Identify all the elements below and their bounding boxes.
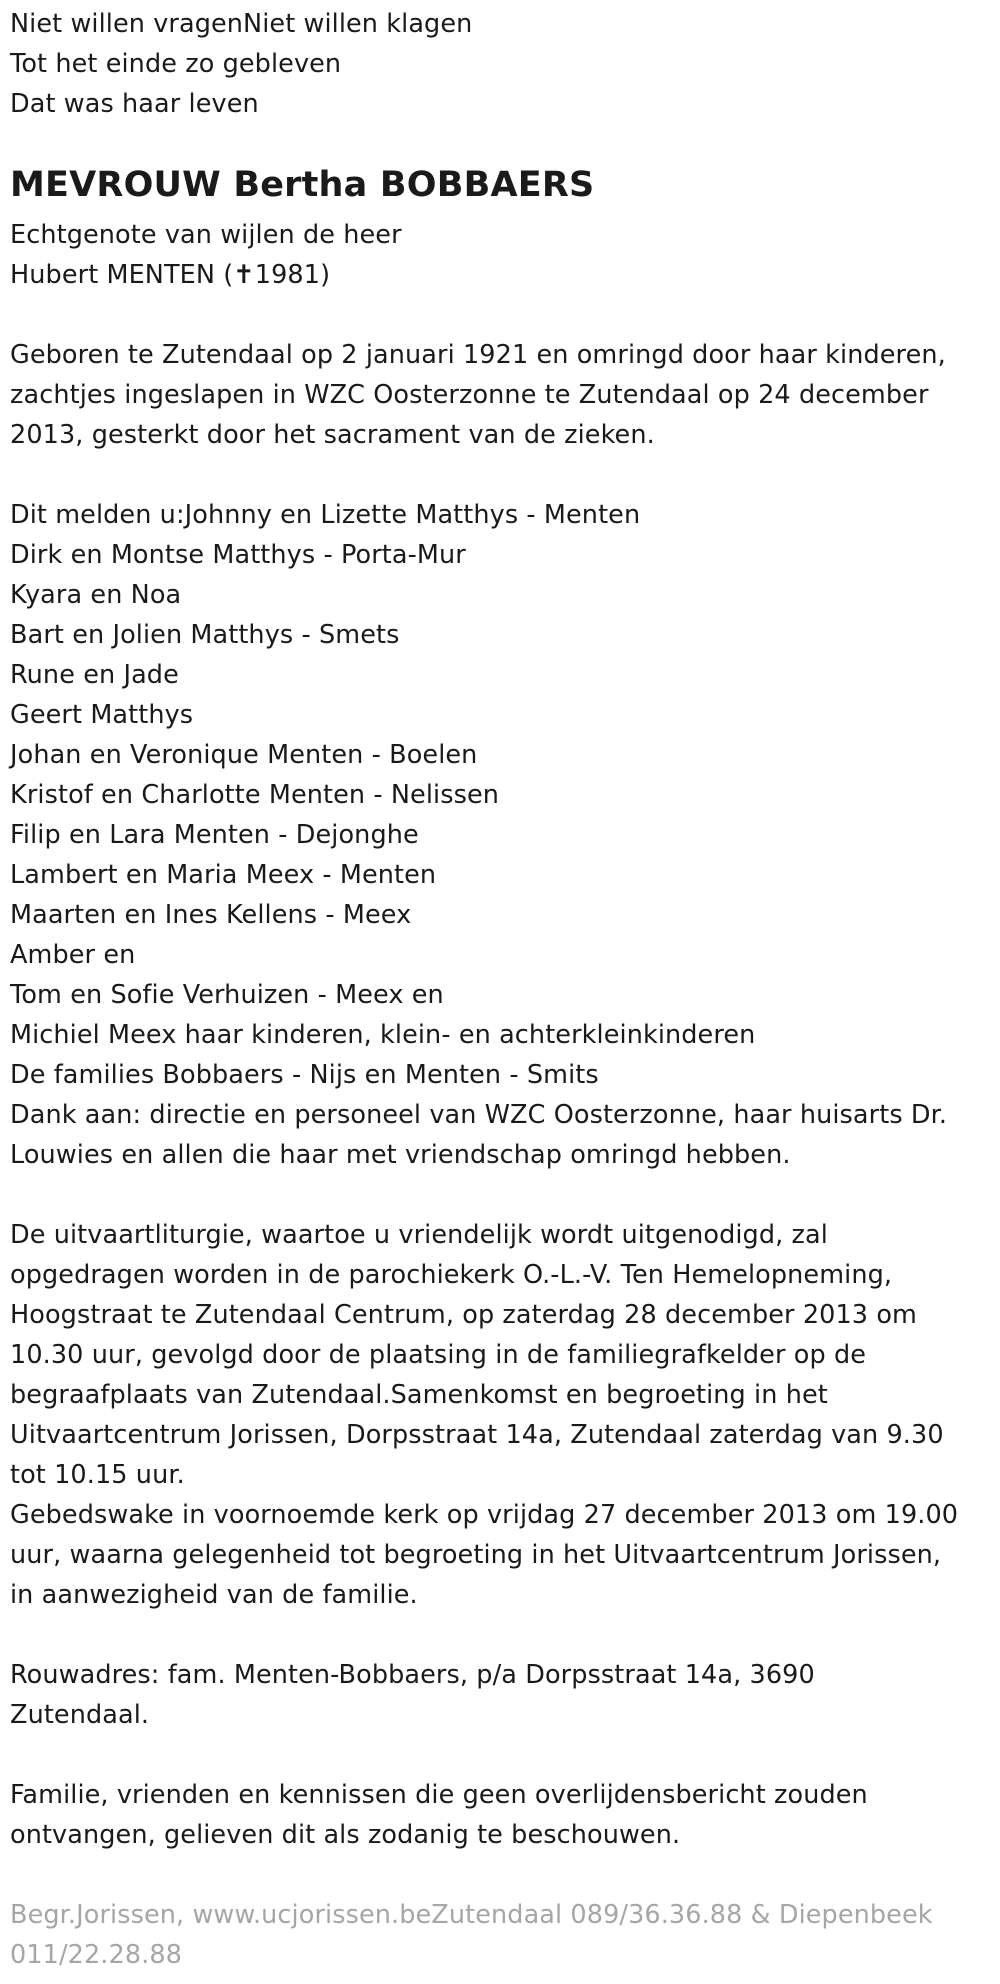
announcer-line: Bart en Jolien Matthys - Smets	[10, 620, 400, 650]
thanks-line: Dank aan: directie en personeel van WZC Oosterzonne, haar huisarts Dr.	[10, 1100, 948, 1130]
spouse-line: Echtgenote van wijlen de heer	[10, 220, 402, 250]
paragraph-line: uur, waarna gelegenheid tot begroeting in het Uitvaartcentrum Jorissen,	[10, 1540, 942, 1570]
footer-line: 011/22.28.88	[10, 1940, 183, 1970]
announcer-line: Johan en Veronique Menten - Boelen	[10, 740, 478, 770]
notice-paragraph	[10, 1775, 958, 1855]
paragraph-line: Hoogstraat te Zutendaal Centrum, op zaterdag 28 december 2013 om	[10, 1300, 917, 1330]
announcer-line: Amber en	[10, 940, 136, 970]
paragraph-line: Familie, vrienden en kennissen die geen overlijdensbericht zouden	[10, 1780, 868, 1810]
obituary-body	[10, 220, 959, 1975]
announcer-line: Maarten en Ines Kellens - Meex	[10, 900, 412, 930]
announcer-line: De families Bobbaers - Nijs en Menten - Smits	[10, 1060, 599, 1090]
announcer-line: Michiel Meex haar kinderen, klein- en achterkleinkinderen	[10, 1020, 756, 1050]
birth-death-paragraph	[10, 335, 958, 455]
paragraph-line: in aanwezigheid van de familie.	[10, 1580, 418, 1610]
spouse-line: Hubert MENTEN (✝1981)	[10, 260, 331, 290]
thanks-line: Louwies en allen die haar met vriendschap omringd hebben.	[10, 1140, 791, 1170]
announcer-line: Kyara en Noa	[10, 580, 182, 610]
announcer-line: Filip en Lara Menten - Dejonghe	[10, 820, 419, 850]
paragraph-line: Uitvaartcentrum Jorissen, Dorpsstraat 14a, Zutendaal zaterdag van 9.30	[10, 1420, 944, 1450]
paragraph-line: tot 10.15 uur.	[10, 1460, 185, 1490]
poem-line: Tot het einde zo gebleven	[10, 49, 342, 79]
undertaker-footer	[10, 1895, 958, 1975]
paragraph-line: zachtjes ingeslapen in WZC Oosterzonne te Zutendaal op 24 december	[10, 380, 929, 410]
ceremony-paragraph	[10, 1215, 958, 1615]
footer-line: Begr.Jorissen, www.ucjorissen.beZutendaal 089/36.36.88 & Diepenbeek	[10, 1900, 933, 1930]
paragraph-line: opgedragen worden in de parochiekerk O.-L.-V. Ten Hemelopneming,	[10, 1260, 893, 1290]
announcer-line: Tom en Sofie Verhuizen - Meex en	[10, 980, 444, 1010]
paragraph-line: ontvangen, gelieven dit als zodanig te beschouwen.	[10, 1820, 681, 1850]
announcer-line: Kristof en Charlotte Menten - Nelissen	[10, 780, 500, 810]
announcer-line: Lambert en Maria Meex - Menten	[10, 860, 437, 890]
announcer-line: Dit melden u:Johnny en Lizette Matthys - Menten	[10, 500, 641, 530]
deceased-name: MEVROUW Bertha BOBBAERS	[10, 165, 595, 205]
paragraph-line: begraafplaats van Zutendaal.Samenkomst en begroeting in het	[10, 1380, 828, 1410]
announcer-line: Geert Matthys	[10, 700, 194, 730]
paragraph-line: De uitvaartliturgie, waartoe u vriendelijk wordt uitgenodigd, zal	[10, 1220, 828, 1250]
announcer-line: Rune en Jade	[10, 660, 179, 690]
paragraph-line: Gebedswake in voornoemde kerk op vrijdag 27 december 2013 om 19.00	[10, 1500, 959, 1530]
paragraph-line: 10.30 uur, gevolgd door de plaatsing in de familiegrafkelder op de	[10, 1340, 867, 1370]
poem-line: Niet willen vragenNiet willen klagen	[10, 9, 473, 39]
paragraph-line: Zutendaal.	[10, 1700, 150, 1730]
paragraph-line: 2013, gesterkt door het sacrament van de zieken.	[10, 420, 655, 450]
paragraph-line: Geboren te Zutendaal op 2 januari 1921 en omringd door haar kinderen,	[10, 340, 946, 370]
mourning-address	[10, 1655, 958, 1735]
announcers-list	[10, 495, 958, 1175]
announcer-line: Dirk en Montse Matthys - Porta-Mur	[10, 540, 466, 570]
poem-line: Dat was haar leven	[10, 89, 259, 119]
poem-section	[10, 4, 472, 124]
paragraph-line: Rouwadres: fam. Menten-Bobbaers, p/a Dorpsstraat 14a, 3690	[10, 1660, 815, 1690]
deceased-header	[10, 163, 594, 207]
